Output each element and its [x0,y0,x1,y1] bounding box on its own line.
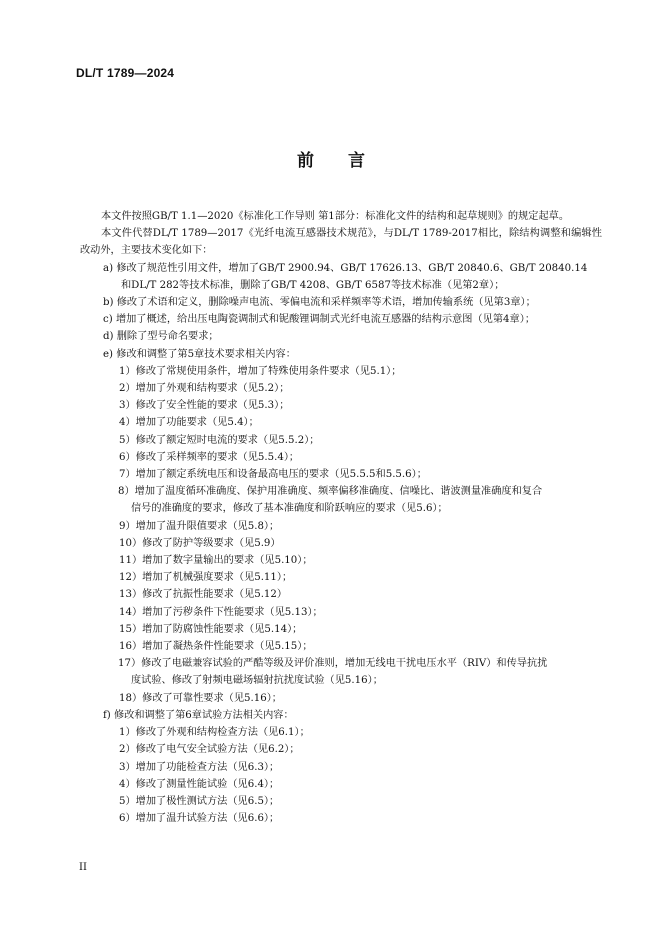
item-text: 修改了规范性引用文件，增加了GB/T 2900.94、GB/T 17626.13、GB/T 20840.6、GB/T 20840.14 [116,262,588,274]
sub-item-f4: 4）修改了测量性能试验（见6.4）； [119,778,280,790]
sub-item-e12: 12）增加了机械强度要求（见5.11）； [119,572,293,584]
sub-item-e18: 18）修改了可靠性要求（见5.16）； [119,692,282,704]
sub-item-e6: 6）修改了采样频率的要求（见5.5.4）； [119,451,300,463]
item-label: f) [103,709,111,721]
document-body [80,208,602,827]
list-item-d [80,328,602,345]
item-label: a) [103,262,114,274]
item-text: 删除了型号命名要求； [116,331,219,343]
sub-item-e2: 2）增加了外观和结构要求（见5.2）； [119,383,290,395]
item-text: 修改和调整了第5章技术要求相关内容： [116,348,296,360]
sub-item-e5: 5）修改了额定短时电流的要求（见5.5.2）； [119,434,320,446]
item-label: e) [103,348,114,360]
sub-item-text-cont: 度试验、修改了射频电磁场辐射抗扰度试验（见5.16）； [131,675,383,687]
sub-item-e8 [80,483,602,517]
sub-item-f6: 6）增加了温升试验方法（见6.6）； [119,813,280,825]
title-char-1: 前 [297,151,314,171]
sub-item-e7: 7）增加了额定系统电压和设备最高电压的要求（见5.5.5和5.5.6）； [119,469,427,481]
sub-item-e9: 9）增加了温升限值要求（见5.8）； [119,520,280,532]
sub-item-text: 17）修改了电磁兼容试验的严酷等级及评价准则，增加无线电干扰电压水平（RIV）和传导抗扰 [118,658,548,670]
sub-item-e13: 13）修改了抗振性能要求（见5.12） [119,589,288,601]
sub-item-e3: 3）修改了安全性能的要求（见5.3）； [119,400,290,412]
page-title [0,146,662,171]
intro-paragraph-2: 本文件代替DL/T 1789—2017《光纤电流互感器技术规范》，与DL/T 1789-2017相比，除结构调整和编辑性改动外，主要技术变化如下： [80,228,602,257]
sub-item-e15: 15）增加了防腐蚀性能要求（见5.14）； [119,623,303,635]
title-char-2: 言 [348,151,365,171]
sub-item-text-cont: 信号的准确度的要求，修改了基本准确度和阶跃响应的要求（见5.6）； [131,503,448,515]
document-code: DL/T 1789—2024 [76,66,175,80]
sub-item-e11: 11）增加了数字量输出的要求（见5.10）； [119,555,313,567]
sub-item-e16: 16）增加了凝热条件性能要求（见5.15）； [119,641,313,653]
sub-item-f5: 5）增加了极性测试方法（见6.5）； [119,795,280,807]
sub-item-f2: 2）修改了电气安全试验方法（见6.2）； [119,744,300,756]
item-text-cont: 和DL/T 282等技术标准，删除了GB/T 4208、GB/T 6587等技术标准（见第2章）； [121,279,505,291]
sub-item-text: 8）增加了温度循环准确度、保护用准确度、频率偏移准确度、信噪比、谐波测量准确度和复合 [118,486,543,498]
list-item-b [80,294,602,311]
list-item-a [80,260,602,294]
sub-item-f3: 3）增加了功能检查方法（见6.3）； [119,761,280,773]
item-label: b) [103,297,114,309]
item-text: 修改了术语和定义，删除噪声电流、零偏电流和采样频率等术语，增加传输系统（见第3章）； [116,297,536,309]
sub-item-e17 [80,655,602,689]
item-text: 增加了概述，给出压电陶瓷调制式和铌酸锂调制式光纤电流互感器的结构示意图（见第4章）； [115,314,536,326]
sub-item-e14: 14）增加了污秽条件下性能要求（见5.13）； [119,606,323,618]
sub-item-f1: 1）修改了外观和结构检查方法（见6.1）； [119,727,310,739]
list-item-c [80,311,602,328]
list-item-f [80,707,602,724]
item-label: d) [103,331,114,343]
intro-paragraph-1: 本文件按照GB/T 1.1—2020《标准化工作导则 第1部分：标准化文件的结构和起草规则》的规定起草。 [101,211,570,222]
item-text: 修改和调整了第6章试验方法相关内容： [114,709,294,721]
sub-item-e4: 4）增加了功能要求（见5.4）； [119,417,259,429]
page-number: II [79,862,87,873]
list-item-e [80,346,602,363]
sub-item-e1: 1）修改了常规使用条件，增加了特殊使用条件要求（见5.1）； [119,365,402,377]
sub-item-e10: 10）修改了防护等级要求（见5.9） [119,537,281,549]
item-label: c) [103,314,113,326]
